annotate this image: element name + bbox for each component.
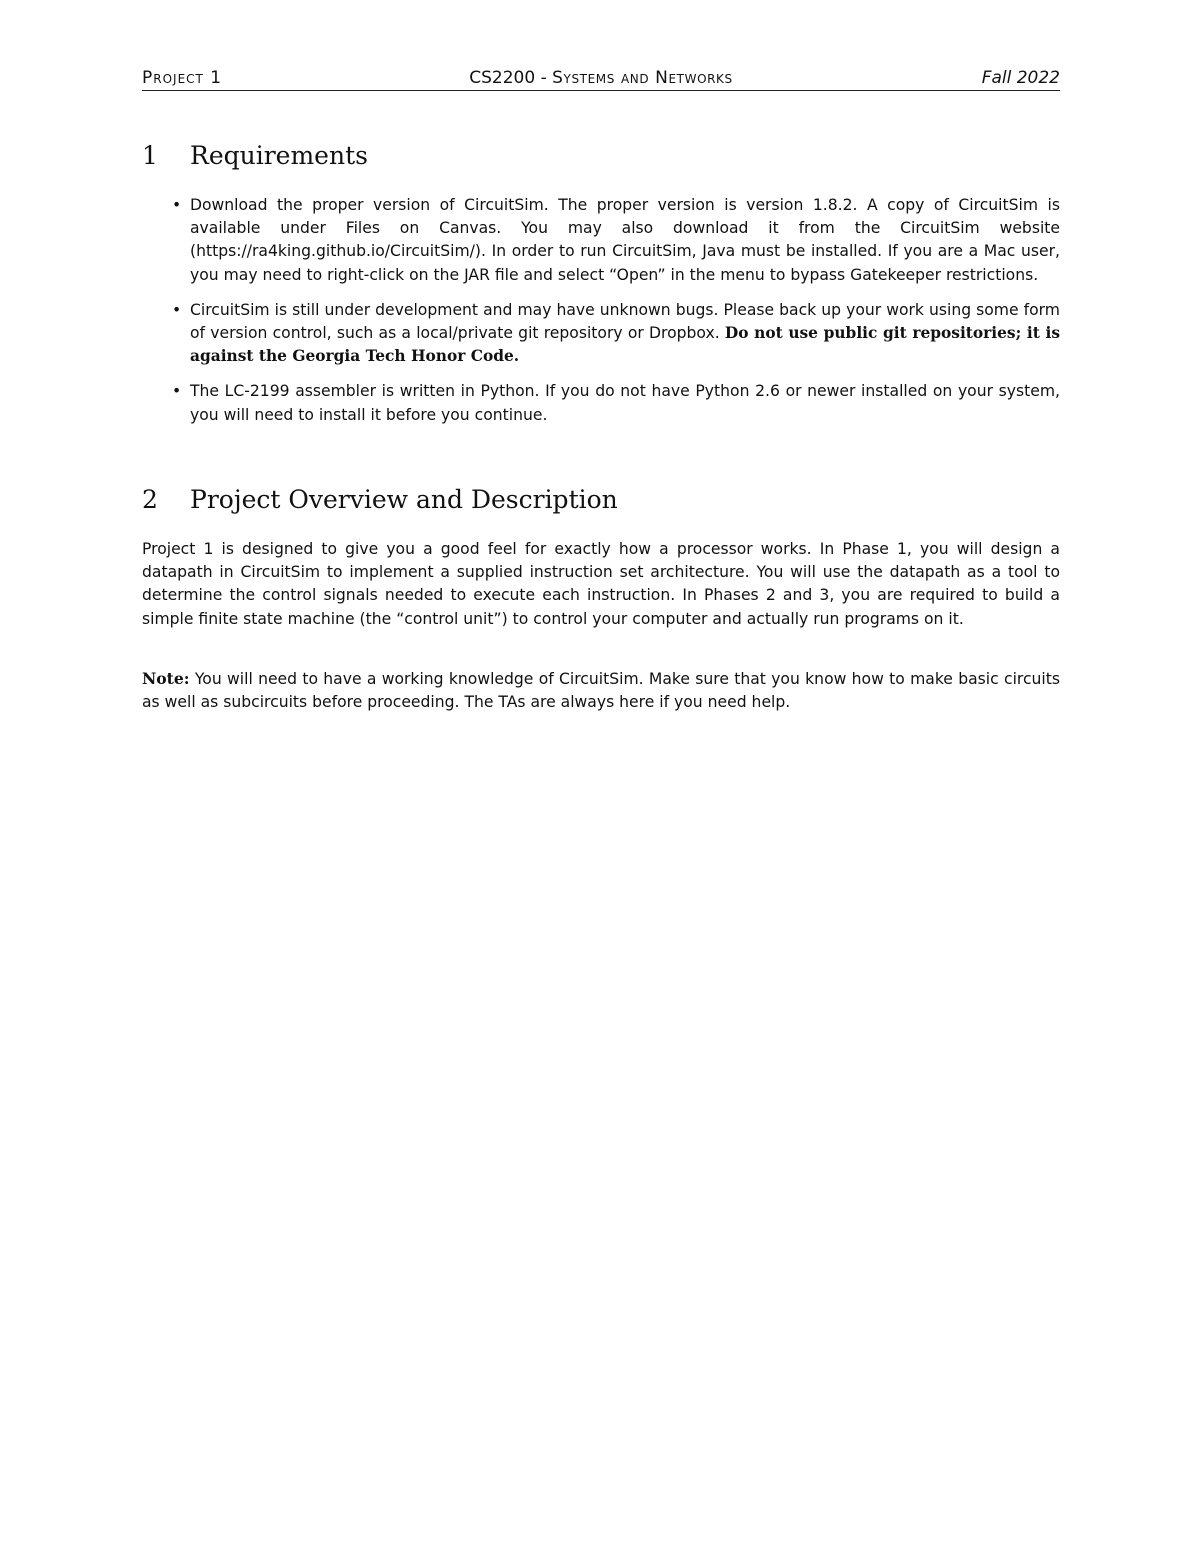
running-header: [142, 66, 1060, 91]
list-item-text: The LC-2199 assembler is written in Python. If you do not have Python 2.6 or newer installed on your system, you will need to install it before you continue.: [190, 382, 1060, 424]
header-project-label: Project 1: [142, 68, 223, 88]
list-item: [142, 299, 1060, 369]
header-course-name: Systems and Networks: [552, 68, 733, 88]
bullet-icon: •: [172, 300, 182, 319]
section-number: 2: [142, 485, 158, 514]
note-paragraph: [142, 667, 1060, 714]
list-item: [142, 194, 1060, 287]
section-title: Project Overview and Description: [190, 485, 618, 514]
honor-code-warning: Do not use public git repositories; it is against the Georgia Tech Honor Code.: [190, 324, 1060, 366]
requirements-list: [142, 194, 1060, 439]
section-title: Requirements: [190, 141, 368, 170]
section-number: 1: [142, 141, 158, 170]
bullet-icon: •: [172, 196, 182, 214]
list-item: [142, 380, 1060, 426]
header-course-code: CS2200 -: [469, 68, 553, 88]
section-heading-requirements: [142, 140, 368, 172]
note-text: You will need to have a working knowledge of CircuitSim. Make sure that you know how to make basic circuits as well as subcircuits before proceeding. The TAs are always here if you need help.: [142, 670, 1060, 712]
list-item-text: Download the proper version of CircuitSim. The proper version is version 1.8.2. A copy of CircuitSim is available under Files on Canvas. You may also download it from the CircuitSim website (https://ra4king.github.io/CircuitSim/). In order to run CircuitSim, Java must be installed. If you are a Mac user, you may need to right-click on the JAR file and select “Open” in the menu to bypass Gatekeeper restrictions.: [190, 196, 1060, 284]
note-label: Note:: [142, 669, 190, 688]
header-semester: Fall 2022: [981, 68, 1060, 88]
bullet-icon: •: [172, 382, 182, 401]
list-item-text: CircuitSim is still under development and may have unknown bugs. Please back up your work using some form of version control, such as a local/private git repository or Dropbox.: [190, 300, 1060, 343]
header-course-title: [142, 67, 1060, 89]
section-heading-overview: [142, 484, 618, 516]
overview-paragraph: Project 1 is designed to give you a good feel for exactly how a processor works. In Phase 1, you will design a datapath in CircuitSim to implement a supplied instruction set architecture. You will use the datapath as a tool to determine the control signals needed to execute each instruction. In Phases 2 and 3, you are required to build a simple finite state machine (the “control unit”) to control your computer and actually run programs on it.: [142, 540, 1060, 628]
